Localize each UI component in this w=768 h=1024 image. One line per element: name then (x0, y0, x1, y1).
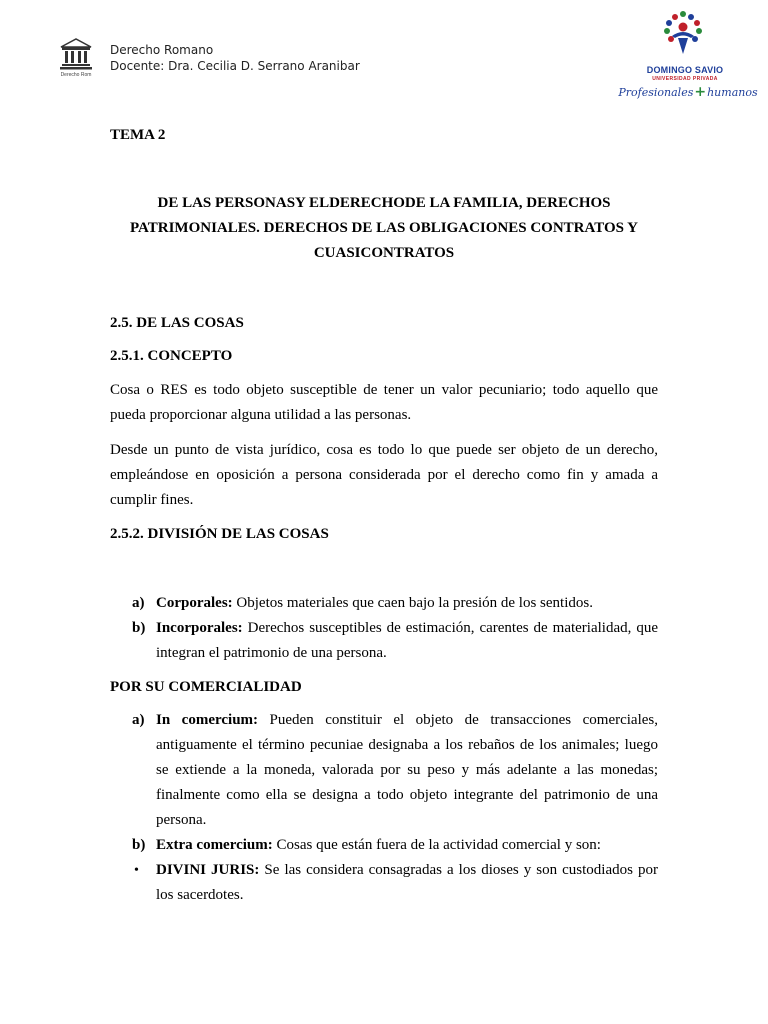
section-heading-comercialidad: POR SU COMERCIALIDAD (110, 679, 302, 695)
list-item (110, 616, 658, 666)
extra-comercium-list (110, 858, 658, 908)
bullet-icon: • (134, 863, 139, 878)
list-item (110, 708, 658, 833)
tema-heading: TEMA 2 (110, 127, 166, 143)
paragraph-legal-view: Desde un punto de vista jurídico, cosa es todo lo que puede ser objeto de un derecho, empleándose en oposición a persona considerada por el derecho como fin y amada a cumplir fines. (110, 442, 658, 508)
left-logo-caption: Derecho Rom (60, 72, 92, 78)
university-logo (618, 10, 758, 105)
list-marker: a) (132, 595, 145, 611)
list-item (110, 858, 658, 908)
division-list (110, 591, 658, 666)
list-item (110, 833, 658, 858)
list-item (110, 591, 658, 616)
teacher-name: Docente: Dra. Cecilia D. Serrano Aranibar (110, 59, 360, 73)
list-term: In comercium: (156, 712, 259, 728)
plus-icon: + (694, 84, 707, 100)
university-subtitle: UNIVERSIDAD PRIVADA (652, 76, 718, 82)
list-text: Cosas que están fuera de la actividad comercial y son: (272, 837, 601, 853)
list-marker: a) (132, 712, 145, 728)
section-heading-2-5: 2.5. DE LAS COSAS (110, 315, 244, 331)
list-term: DIVINI JURIS: (156, 862, 260, 878)
list-marker: b) (132, 837, 146, 853)
list-text: Pueden constituir el objeto de transacciones comerciales, antiguamente el término pecuniae designaba a los rebaños de los animales; luego se extiende a la moneda, valorada por su peso y más adelante a las monedas; finalmente como ella se designa a todo objeto integrante del patrimonio de una persona. (156, 712, 658, 828)
list-term: Incorporales: (156, 620, 243, 636)
section-heading-2-5-2: 2.5.2. DIVISIÓN DE LAS COSAS (110, 526, 329, 542)
slogan-right: humanos (707, 85, 758, 99)
list-text: Se las considera consagradas a los dioses y son custodiados por los sacerdotes. (156, 862, 658, 903)
university-slogan (618, 82, 758, 102)
slogan-left: Profesionales (618, 85, 694, 99)
list-marker: b) (132, 620, 146, 636)
document-header (110, 42, 360, 74)
list-term: Extra comercium: (156, 837, 273, 853)
list-text: Objetos materiales que caen bajo la presión de los sentidos. (232, 595, 593, 611)
list-text: Derechos susceptibles de estimación, carentes de materialidad, que integran el patrimonio de una persona. (156, 620, 658, 661)
comercialidad-list (110, 708, 658, 858)
paragraph-definition: Cosa o RES es todo objeto susceptible de tener un valor pecuniario; todo aquello que pueda proporcionar alguna utilidad a las personas. (110, 382, 658, 423)
document-body (110, 124, 658, 908)
section-heading-2-5-1: 2.5.1. CONCEPTO (110, 348, 233, 364)
university-emblem-icon (658, 10, 708, 54)
list-term: Corporales: (156, 595, 233, 611)
document-title: DE LAS PERSONASY ELDERECHODE LA FAMILIA, DERECHOS PATRIMONIALES. DERECHOS DE LAS OBLIGACIONES CONTRATOS Y CUASICONTRATOS (129, 195, 638, 261)
university-name: DOMINGO SAVIO (646, 65, 724, 75)
course-name: Derecho Romano (110, 43, 214, 57)
